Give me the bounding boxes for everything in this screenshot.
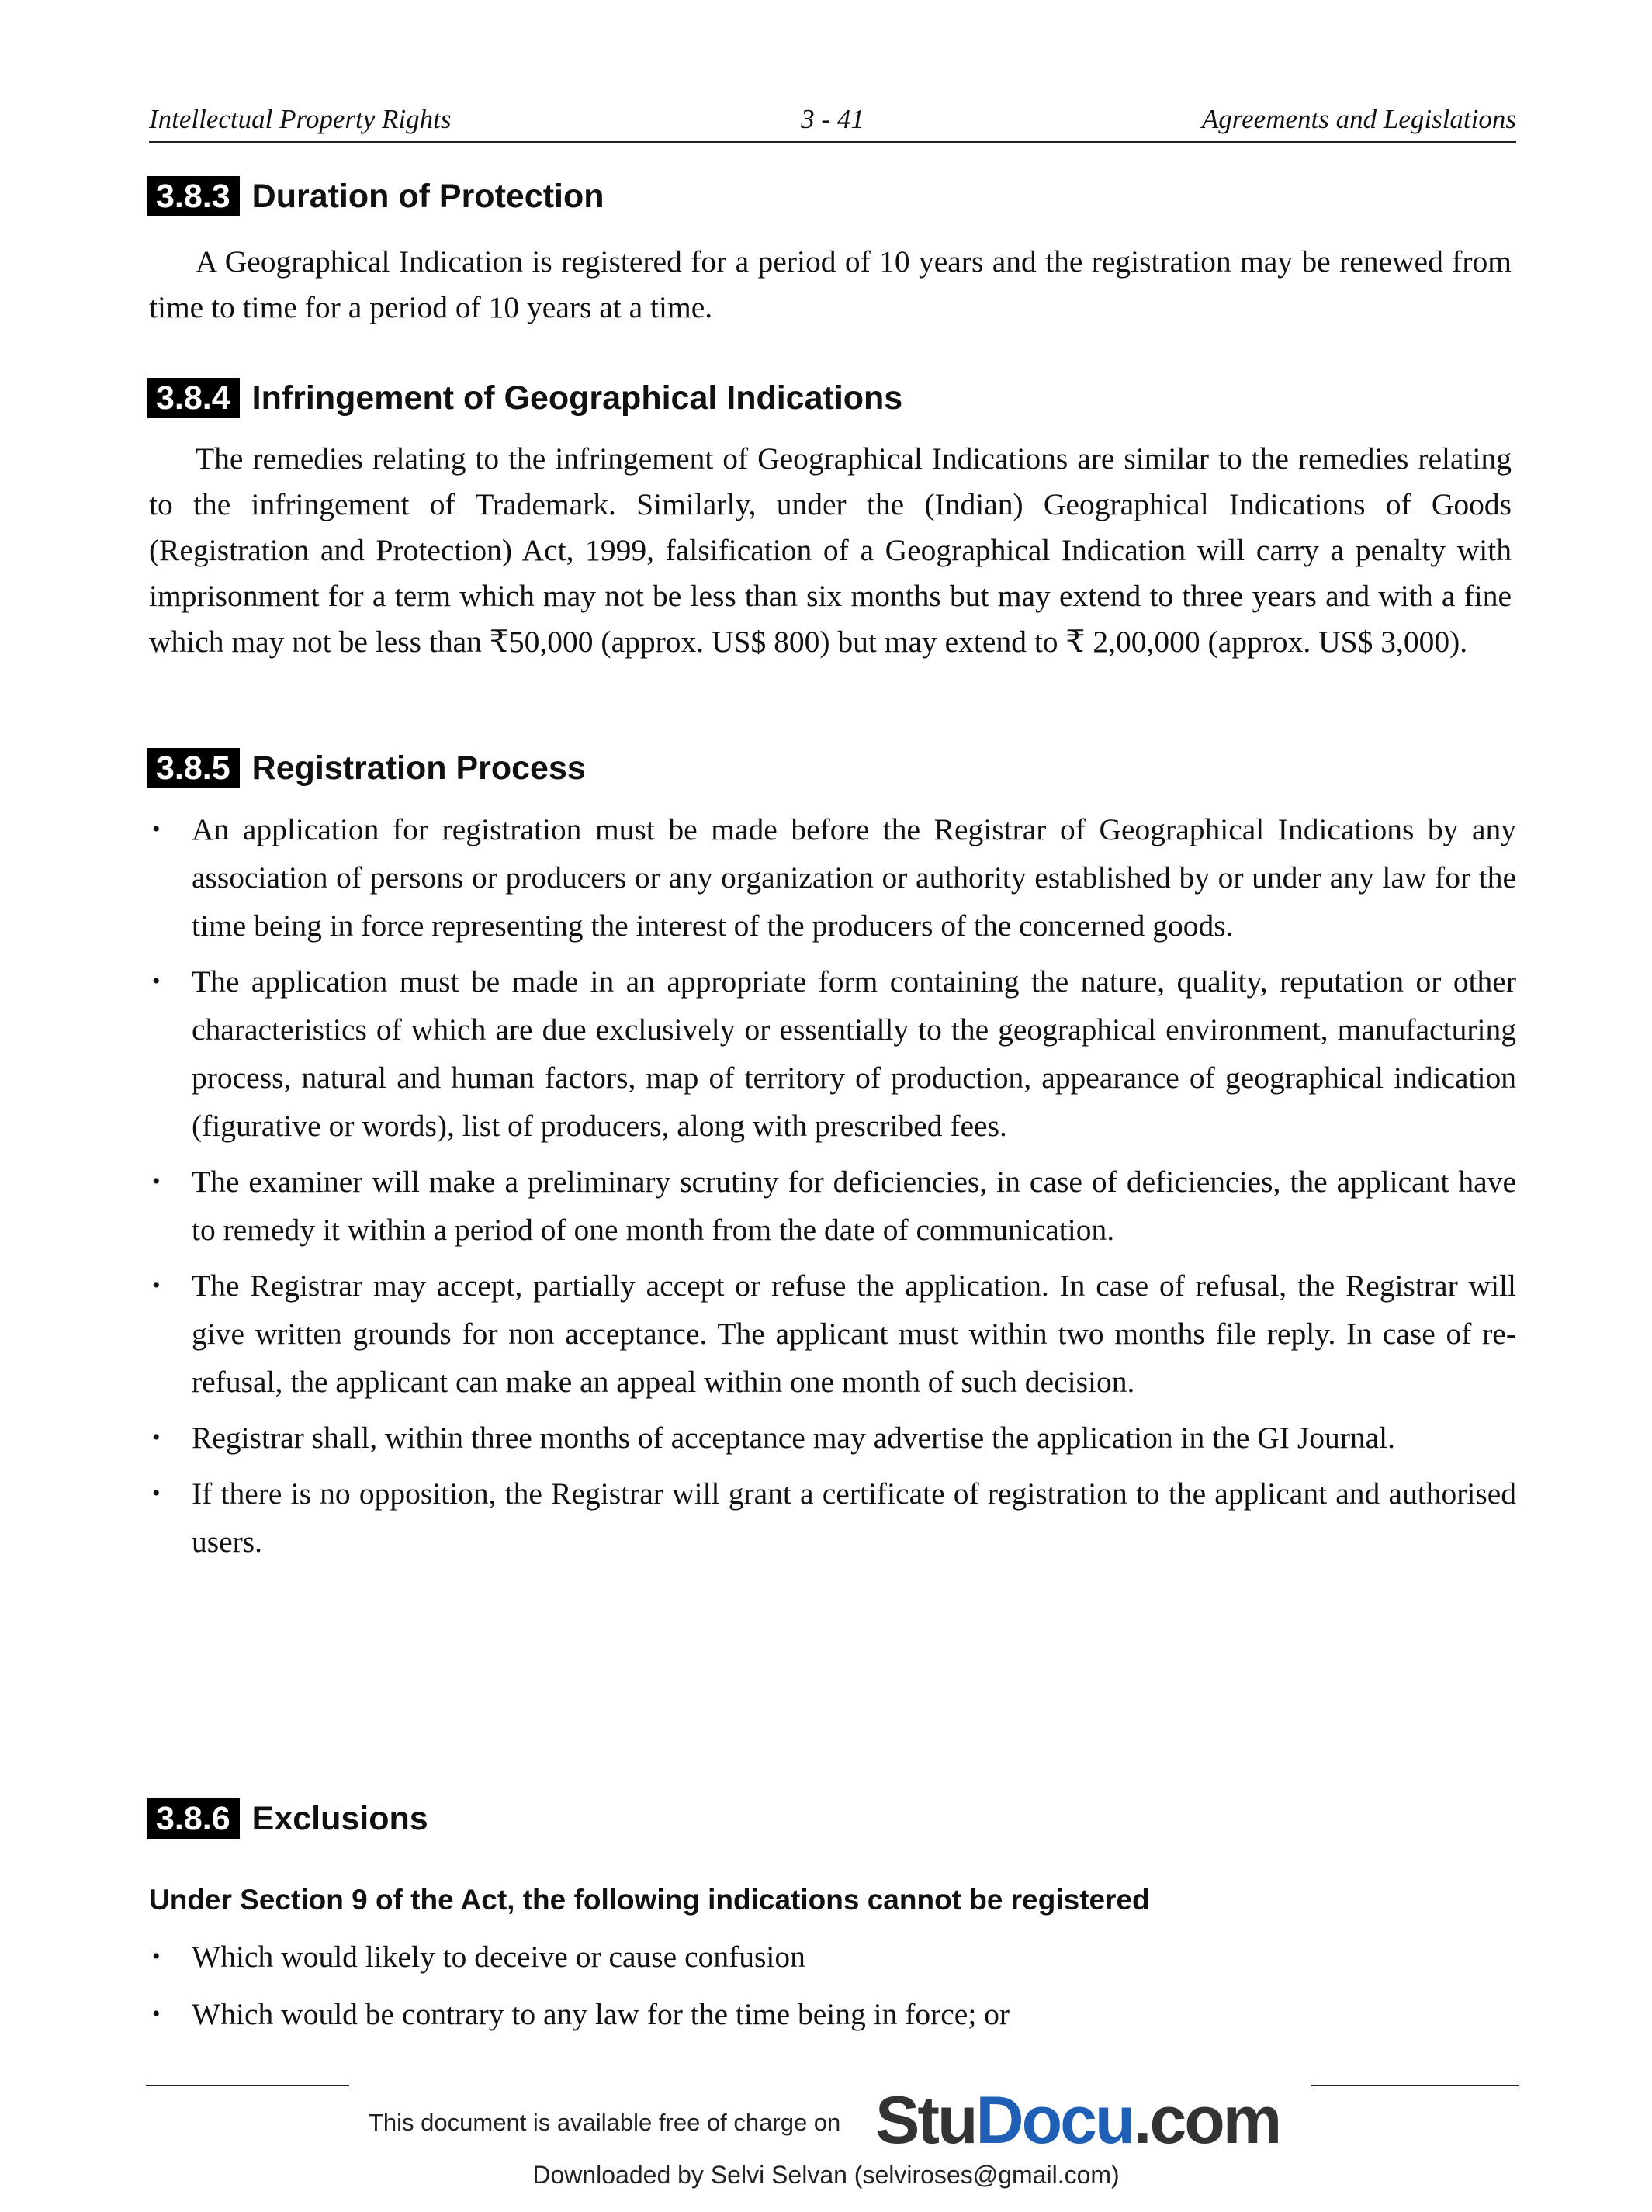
footer-rule-right: [1311, 2085, 1519, 2086]
section-heading-exclusions: [147, 1795, 428, 1842]
footer-availability-note: This document is available free of charge on: [369, 2109, 841, 2136]
section-heading-registration: [147, 745, 586, 791]
list-item: • The examiner will make a preliminary scrutiny for deficiencies, in case of deficiencies, the applicant have to remedy it within a period of one month from the date of communication.: [152, 1165, 1516, 1247]
paragraph-duration: A Geographical Indication is registered for a period of 10 years and the registration may be renewed from time to time for a period of 10 years at a time.: [149, 244, 1512, 324]
section-title: Infringement of Geographical Indications: [251, 379, 903, 417]
exclusions-subheading: Under Section 9 of the Act, the following indications cannot be registered: [149, 1884, 1150, 1916]
exclusions-list: [149, 1930, 1516, 2044]
list-item: • The application must be made in an appropriate form containing the nature, quality, reputation or other characteristics of which are due exclusively or essentially to the geographical environment, manufacturing process, natural and human factors, map of territory of production, appearance of geographical indication (figurative or words), list of producers, along with prescribed fees.: [152, 964, 1516, 1143]
section-number: 3.8.6: [147, 1798, 240, 1839]
section-title: Registration Process: [251, 749, 586, 787]
section-number: 3.8.4: [147, 378, 240, 418]
header-book-title: Intellectual Property Rights: [149, 104, 452, 134]
registration-steps-list: [149, 805, 1516, 1573]
footer-rule-left: [146, 2085, 349, 2086]
section-title: Exclusions: [251, 1799, 428, 1837]
list-item: • If there is no opposition, the Registrar will grant a certificate of registration to the applicant and authorised users.: [152, 1476, 1516, 1559]
header-chapter-title: Agreements and Legislations: [1201, 104, 1516, 134]
list-item: • An application for registration must be made before the Registrar of Geographical Indications by any association of persons or producers or any organization or authority established by or under any law for the time being in force representing the interest of the producers of the concerned goods.: [152, 812, 1516, 943]
section-heading-infringement: [147, 375, 902, 421]
running-header: [149, 104, 1516, 140]
list-item: • Which would likely to deceive or cause confusion: [152, 1940, 805, 1974]
list-item: • The Registrar may accept, partially accept or refuse the application. In case of refusal, the Registrar will give written grounds for non acceptance. The applicant must within two months file reply. In case of re-refusal, the applicant can make an appeal within one month of such decision.: [152, 1269, 1516, 1399]
section-number: 3.8.3: [147, 176, 240, 216]
header-page-number: 3 - 41: [801, 104, 864, 134]
list-item: • Which would be contrary to any law for the time being in force; or: [152, 1997, 1010, 2031]
section-number: 3.8.5: [147, 748, 240, 788]
list-item: • Registrar shall, within three months of acceptance may advertise the application in the GI Journal.: [152, 1421, 1395, 1455]
studocu-logo-link[interactable]: StuDocu.com: [875, 2083, 1280, 2158]
header-divider: [149, 141, 1516, 143]
paragraph-infringement: The remedies relating to the infringement of Geographical Indications are similar to the remedies relating to the infringement of Trademark. Similarly, under the (Indian) Geographical Indications of Goods (Registration and Protection) Act, 1999, falsification of a Geographical Indication will carry a penalty with imprisonment for a term which may not be less than six months but may extend to three years and with a fine which may not be less than ₹50,000 (approx. US$ 800) but may extend to ₹ 2,00,000 (approx. US$ 3,000).: [149, 441, 1512, 659]
footer-download-info: Downloaded by Selvi Selvan (selviroses@gmail.com): [532, 2161, 1120, 2189]
section-heading-duration: [147, 173, 604, 220]
section-title: Duration of Protection: [251, 177, 604, 215]
